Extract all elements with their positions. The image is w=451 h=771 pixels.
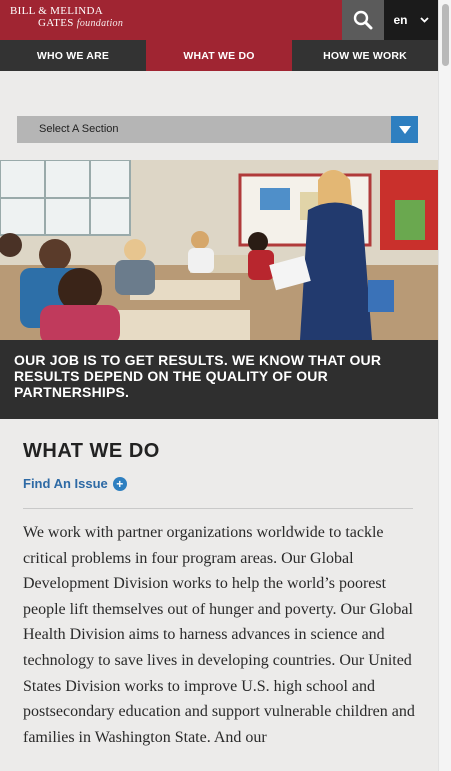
section-select[interactable]	[17, 116, 418, 143]
page-title: WHAT WE DO	[23, 440, 160, 462]
classroom-photo	[0, 160, 438, 340]
chevron-down-icon	[420, 17, 429, 23]
scrollbar[interactable]	[438, 0, 451, 771]
logo-line-2-main: GATES	[38, 17, 74, 29]
main-nav	[0, 40, 438, 71]
logo-line-2	[10, 17, 123, 30]
hero-caption: OUR JOB IS TO GET RESULTS. WE KNOW THAT OUR RESULTS DEPEND ON THE QUALITY OF OUR PARTNERSHIPS.	[0, 340, 438, 419]
search-button[interactable]	[342, 0, 384, 40]
section-select-value: Select A Section	[39, 123, 119, 135]
scrollbar-thumb[interactable]	[442, 4, 449, 66]
foundation-logo[interactable]	[10, 5, 123, 30]
search-icon	[353, 10, 373, 30]
logo-line-2-suffix: foundation	[76, 18, 124, 29]
plus-circle-icon: +	[113, 477, 127, 491]
intro-paragraph: We work with partner organizations worldwide to tackle critical problems in four program areas. Our Global Development Division works to help the world’s poorest people lift themselves out of hunger and poverty. Our Global Health Division aims to harness advances in science and technology to save lives in developing countries. Our United States Division works to improve U.S. high school and postsecondary education and support vulnerable children and families in Washington State. And our	[23, 524, 415, 746]
select-arrow-button[interactable]	[391, 116, 418, 143]
logo-line-1: BILL & MELINDA	[10, 5, 104, 17]
language-label: en	[393, 13, 408, 27]
nav-who-we-are[interactable]: WHO WE ARE	[36, 49, 110, 62]
site-header	[0, 0, 438, 40]
nav-how-we-work[interactable]: HOW WE WORK	[323, 49, 407, 62]
language-selector[interactable]	[384, 0, 438, 40]
find-issue-label: Find An Issue	[23, 476, 108, 491]
divider	[23, 508, 413, 509]
find-issue-link[interactable]	[23, 476, 127, 491]
nav-what-we-do[interactable]: WHAT WE DO	[146, 40, 292, 71]
hero-image	[0, 160, 438, 340]
triangle-down-icon	[399, 126, 411, 134]
